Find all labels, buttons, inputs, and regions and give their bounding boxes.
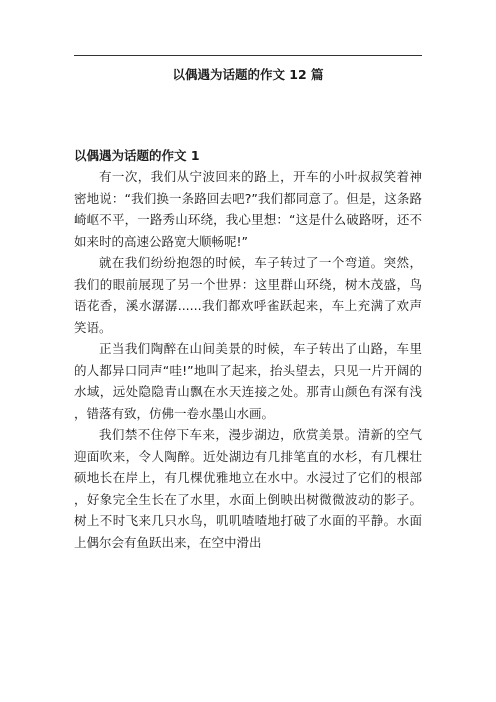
section-heading: 以偶遇为话题的作文 1: [74, 148, 200, 163]
paragraph-1: 有一次，我们从宁波回来的路上，开车的小叶叔叔笑着神密地说：“我们换一条路回去吧?”我们都同意了。但是，这条路崎岖不平，一路秀山环绕，我心里想：“这是什么破路呀，还不如来时的高速公路宽大顺畅呢!”: [74, 169, 422, 249]
paragraph-4: 我们禁不住停下车来，漫步湖边，欣赏美景。清新的空气迎面吹来，令人陶醉。近处湖边有几排笔直的水杉，有几棵壮硕地长在岸上，有几棵优雅地立在水中。水浸过了它们的根部，好象完全生长在了水里，水面上倒映出树微微波动的影子。树上不时飞来几只水鸟，叽叽喳喳地打破了水面的平静。水面上偶尔会有鱼跃出来，在空中滑出: [74, 427, 422, 550]
header-rule: [74, 55, 422, 56]
paragraph-3: 正当我们陶醉在山间美景的时候，车子转出了山路，车里的人都异口同声“哇!”地叫了起来，抬头望去，只见一片开阔的水域，远处隐隐青山飘在水天连接之处。那青山颜色有深有浅，错落有致，仿佛一卷水墨山水画。: [74, 341, 422, 421]
document-title: 以偶遇为话题的作文 12 篇: [172, 67, 324, 82]
paragraph-2: 就在我们纷纷抱怨的时候，车子转过了一个弯道。突然，我们的眼前展现了另一个世界：这里群山环绕，树木茂盛，鸟语花香，溪水潺潺......我们都欢呼雀跃起来，车上充满了欢声笑语。: [74, 255, 422, 335]
essay-body: [74, 166, 422, 553]
